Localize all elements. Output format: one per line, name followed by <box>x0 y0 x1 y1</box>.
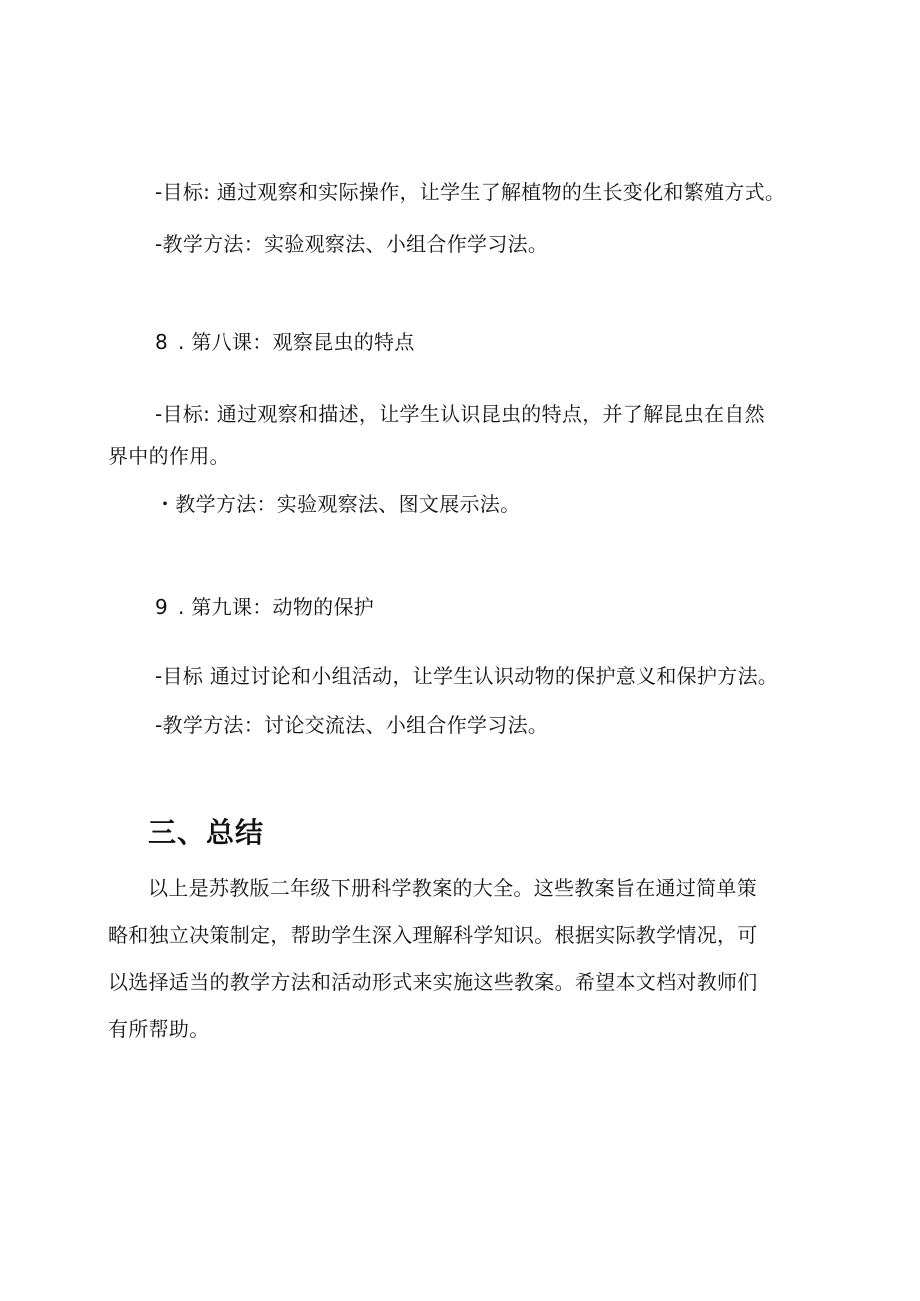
summary-line-2: 略和独立决策制定，帮助学生深入理解科学知识。根据实际教学情况，可 <box>108 923 758 947</box>
lesson8-title: . 第八课：观察昆虫的特点 <box>178 330 415 354</box>
lesson8-method: ・教学方法：实验观察法、图文展示法。 <box>155 492 521 516</box>
lesson9-goal: -目标 通过讨论和小组活动，让学生认识动物的保护意义和保护方法。 <box>155 664 779 688</box>
lesson8-heading <box>155 328 415 356</box>
summary-line-1: 以上是苏教版二年级下册科学教案的大全。这些教案旨在通过简单策 <box>148 876 757 900</box>
lesson8-goal-line1: -目标: 通过观察和描述，让学生认识昆虫的特点，并了解昆虫在自然 <box>155 402 765 426</box>
summary-heading: 三、总结 <box>148 816 265 849</box>
lesson8-number: 8 <box>155 330 169 354</box>
lesson9-heading <box>155 593 374 621</box>
lesson7-method: -教学方法：实验观察法、小组合作学习法。 <box>155 232 549 256</box>
summary-line-4: 有所帮助。 <box>108 1017 210 1041</box>
lesson9-title: . 第九课：动物的保护 <box>178 595 375 619</box>
lesson7-goal: -目标: 通过观察和实际操作，让学生了解植物的生长变化和繁殖方式。 <box>155 180 786 204</box>
lesson9-method: -教学方法：讨论交流法、小组合作学习法。 <box>155 713 549 737</box>
lesson8-goal-line2: 界中的作用。 <box>108 444 230 468</box>
lesson9-number: 9 <box>155 595 169 619</box>
summary-line-3: 以选择适当的教学方法和活动形式来实施这些教案。希望本文档对教师们 <box>108 970 758 994</box>
